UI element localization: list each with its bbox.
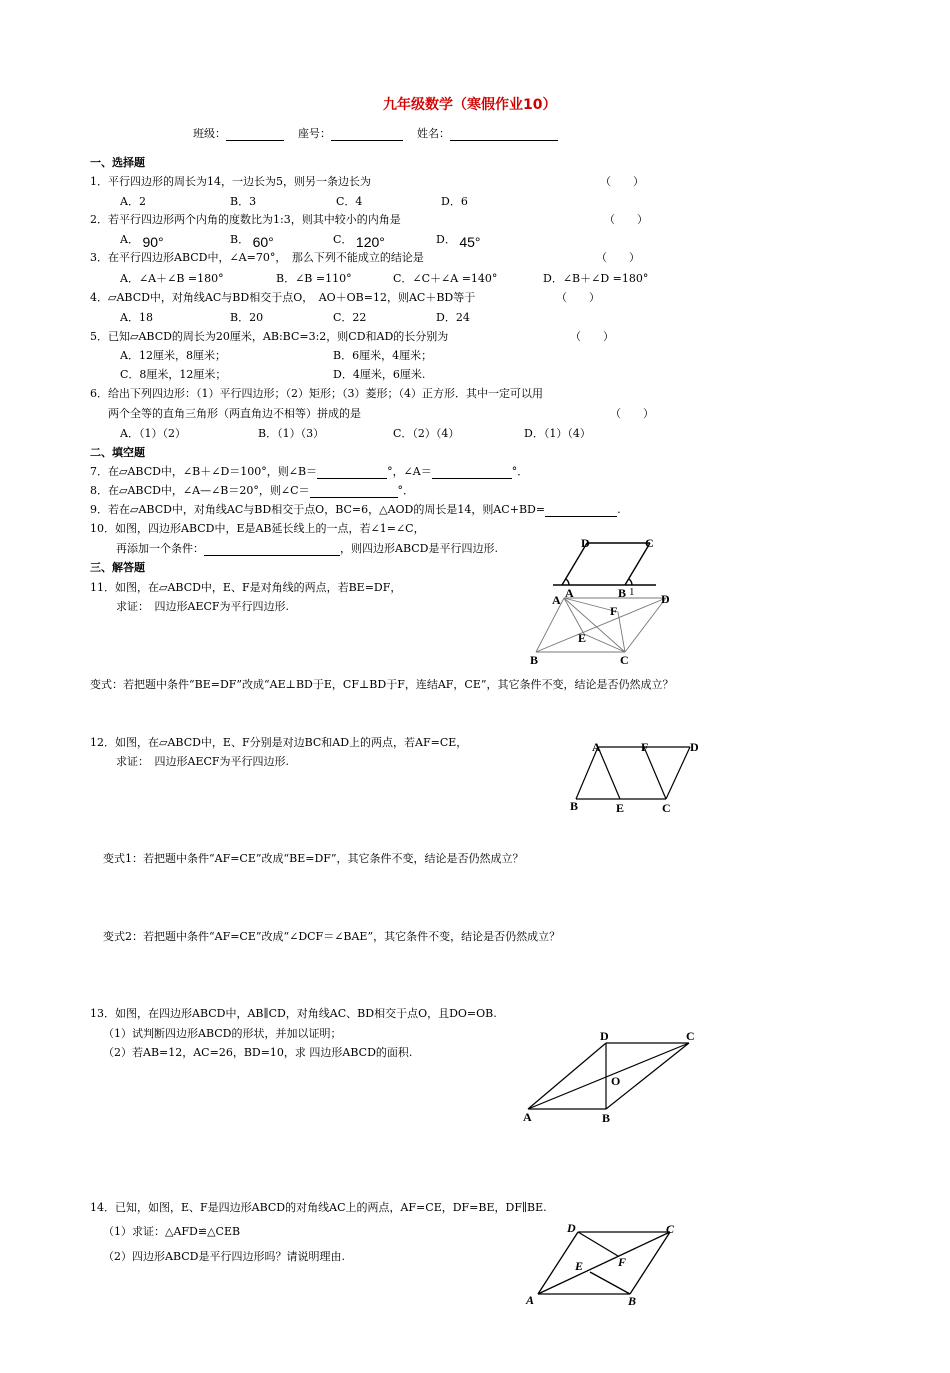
q2-paren[interactable]: （ ） (604, 213, 648, 226)
fig12-label-c: C (662, 801, 671, 815)
q1-paren[interactable]: （ ） (600, 175, 644, 188)
name-label: 姓名： (417, 127, 450, 140)
q6-option-d[interactable]: D．（1）（4） (524, 427, 591, 440)
q7-blank-b[interactable] (317, 466, 387, 479)
q12-line1: 12．如图，在▱ABCD中，E、F分别是对边BC和AD上的两点，若AF=CE， (90, 736, 468, 749)
q4-option-a[interactable]: A．18 (120, 311, 153, 324)
q4-option-c[interactable]: C．22 (333, 311, 367, 324)
fig12-label-b: B (570, 799, 579, 813)
seat-blank[interactable] (331, 128, 403, 141)
fig12-label-f: F (641, 740, 649, 754)
fig11-label-b: B (530, 653, 539, 667)
q2-option-a[interactable]: A． 90° (120, 233, 164, 250)
name-blank[interactable] (450, 128, 558, 141)
fig10-label-c: C (645, 536, 654, 550)
section-choice: 一、选择题 (90, 156, 145, 169)
q6-option-b[interactable]: B．（1）（3） (258, 427, 325, 440)
q5-paren[interactable]: （ ） (570, 330, 614, 343)
q5-option-a[interactable]: A．12厘米，8厘米； (120, 349, 226, 362)
fig14-label-f: F (618, 1255, 627, 1269)
fig14-label-e: E (575, 1259, 584, 1273)
q5-option-d[interactable]: D．4厘米，6厘米. (333, 368, 426, 381)
q1-option-c[interactable]: C．4 (336, 195, 363, 208)
q13-line3: （2）若AB=12，AC=26，BD=10，求 四边形ABCD的面积. (103, 1046, 413, 1059)
q7-blank-a[interactable] (432, 466, 512, 479)
q11-line1: 11．如图，在▱ABCD中，E、F是对角线的两点，若BE=DF， (90, 581, 402, 594)
q6-line2: 两个全等的直角三角形（两直角边不相等）拼成的是 (108, 407, 361, 420)
q3-paren[interactable]: （ ） (596, 251, 640, 264)
q14-line2: （1）求证：△AFD≌△CEB (103, 1225, 241, 1238)
q9-text: 9．若在▱ABCD中，对角线AC与BD相交于点O，BC=6，△AOD的周长是14，则AC+BD= . (90, 503, 621, 516)
fig12-label-e: E (616, 801, 625, 815)
fig12-label-a: A (592, 740, 601, 754)
q3-text: 3．在平行四边形ABCD中，∠A=70°， 那么下列不能成立的结论是 (90, 251, 424, 264)
figure-q14 (520, 1220, 695, 1315)
fig13-label-d: D (600, 1029, 609, 1043)
class-label: 班级： (193, 127, 226, 140)
fig13-label-o: O (611, 1074, 621, 1088)
page-title: 九年级数学（寒假作业10） (383, 97, 557, 113)
fig11-label-e: E (578, 631, 587, 645)
q5-text: 5．已知▱ABCD的周长为20厘米，AB:BC=3:2，则CD和AD的长分别为 (90, 330, 449, 343)
q5-option-c[interactable]: C．8厘米，12厘米； (120, 368, 227, 381)
section-fill: 二、填空题 (90, 446, 145, 459)
q1-option-a[interactable]: A．2 (120, 195, 146, 208)
q13-line1: 13．如图，在四边形ABCD中，AB∥CD，对角线AC、BD相交于点O，且DO=OB. (90, 1007, 497, 1020)
q2-option-c[interactable]: C． 120° (333, 233, 385, 250)
fig11-label-d: D (661, 592, 670, 606)
fig10-label-1: 1 (629, 586, 635, 598)
figure-q12 (562, 738, 712, 818)
q14-line1: 14．已知，如图，E、F是四边形ABCD的对角线AC上的两点，AF=CE，DF=BE，DF∥BE. (90, 1201, 547, 1214)
q1-option-d[interactable]: D．6 (441, 195, 468, 208)
q4-text: 4．▱ABCD中，对角线AC与BD相交于点O， AO＋OB=12，则AC＋BD等于 (90, 291, 476, 304)
q4-option-b[interactable]: B．20 (230, 311, 264, 324)
q6-option-c[interactable]: C．（2）（4） (393, 427, 460, 440)
q3-option-a[interactable]: A．∠A＋∠B =180° (120, 272, 224, 285)
header-info (193, 127, 558, 141)
fig11-label-f: F (610, 604, 618, 618)
q11-line2: 求证： 四边形AECF为平行四边形. (116, 600, 290, 613)
q10-blank[interactable] (204, 543, 340, 556)
q1-text: 1．平行四边形的周长为14，一边长为5，则另一条边长为 (90, 175, 371, 188)
figure-q11 (528, 590, 678, 670)
fig14-label-d: D (567, 1221, 576, 1235)
q6-paren[interactable]: （ ） (610, 407, 654, 420)
q8-blank[interactable] (310, 485, 398, 498)
q3-option-c[interactable]: C．∠C＋∠A =140° (393, 272, 498, 285)
q6-option-a[interactable]: A．（1）（2） (120, 427, 186, 440)
fig14-label-c: C (666, 1222, 675, 1236)
q6-line1: 6．给出下列四边形：（1）平行四边形；（2）矩形；（3）菱形；（4）正方形．其中一定可以用 (90, 387, 543, 400)
fig10-label-a: A (565, 586, 574, 600)
q3-option-b[interactable]: B．∠B =110° (276, 272, 352, 285)
fig13-label-a: A (523, 1110, 532, 1124)
fig13-label-b: B (602, 1111, 611, 1125)
fig14-label-a: A (526, 1293, 535, 1307)
q12-line2: 求证： 四边形AECF为平行四边形. (116, 755, 290, 768)
q12-variant1: 变式1：若把题中条件“AF=CE”改成“BE=DF”，其它条件不变，结论是否仍然成立？ (103, 852, 524, 865)
q13-line2: （1）试判断四边形ABCD的形状，并加以证明； (103, 1027, 342, 1040)
q10-line1: 10．如图，四边形ABCD中，E是AB延长线上的一点，若∠1=∠C， (90, 522, 425, 535)
fig14-label-b: B (628, 1294, 637, 1308)
fig10-label-b: B (618, 586, 627, 600)
q4-option-d[interactable]: D．24 (436, 311, 470, 324)
fig12-label-d: D (690, 740, 699, 754)
q2-option-b[interactable]: B． 60° (230, 233, 274, 250)
q3-option-d[interactable]: D．∠B＋∠D =180° (543, 272, 649, 285)
seat-label: 座号： (298, 127, 331, 140)
q4-paren[interactable]: （ ） (556, 291, 600, 304)
q9-blank[interactable] (545, 504, 617, 517)
figure-q13 (518, 1025, 703, 1130)
q10-line2: 再添加一个条件： ，则四边形ABCD是平行四边形. (116, 542, 498, 555)
fig11-label-c: C (620, 653, 629, 667)
fig11-label-a: A (552, 593, 561, 607)
q11-variant: 变式：若把题中条件“BE=DF”改成“AE⊥BD于E，CF⊥BD于F，连结AF，CE”，其它条件不变，结论是否仍然成立？ (90, 678, 674, 691)
q12-variant2: 变式2：若把题中条件“AF=CE”改成“∠DCF＝∠BAE”，其它条件不变，结论是否仍然成立？ (103, 930, 561, 943)
q1-option-b[interactable]: B．3 (230, 195, 257, 208)
q5-option-b[interactable]: B．6厘米，4厘米； (333, 349, 433, 362)
q2-text: 2．若平行四边形两个内角的度数比为1:3，则其中较小的内角是 (90, 213, 401, 226)
section-solve: 三、解答题 (90, 561, 145, 574)
q2-option-d[interactable]: D． 45° (436, 233, 481, 250)
q14-line3: （2）四边形ABCD是平行四边形吗？请说明理由. (103, 1250, 345, 1263)
fig13-label-c: C (686, 1029, 695, 1043)
class-blank[interactable] (226, 128, 284, 141)
q7-text: 7．在▱ABCD中，∠B＋∠D＝100°，则∠B＝ °，∠A＝ °． (90, 465, 529, 478)
fig10-label-d: D (581, 536, 590, 550)
q8-text: 8．在▱ABCD中，∠A—∠B＝20°，则∠C＝ °． (90, 484, 415, 497)
